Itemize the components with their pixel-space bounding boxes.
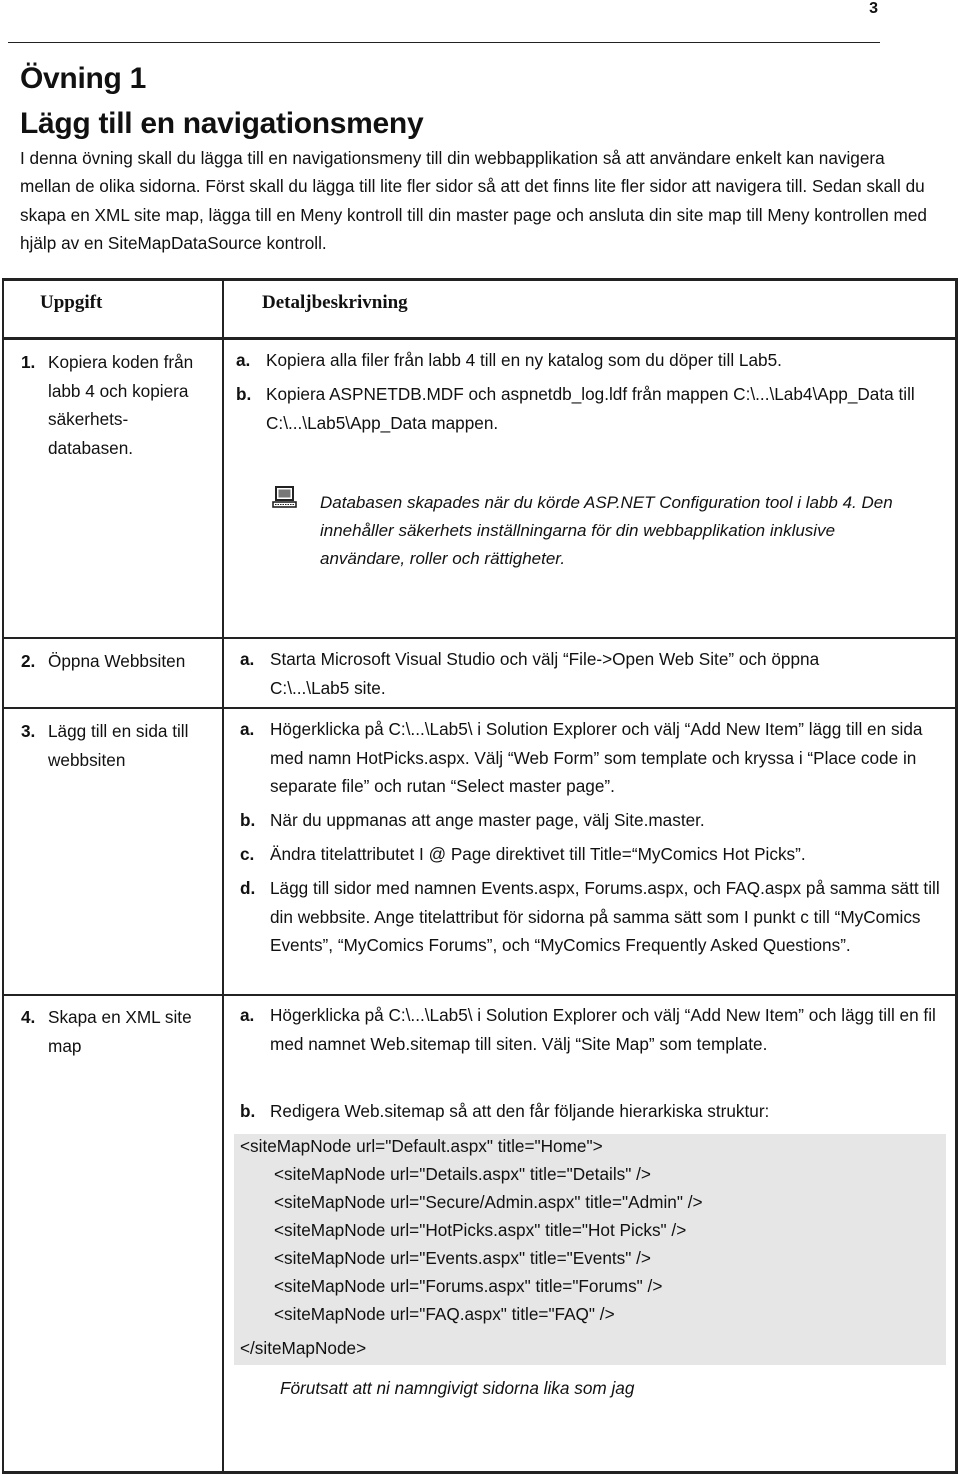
step-text: Starta Microsoft Visual Studio och välj “File->Open Web Site” och öppna C:\...\Lab5 site. [270,649,820,698]
step-letter: a. [236,350,251,370]
header-task: Uppgift [40,292,103,313]
step-text: Högerklicka på C:\...\Lab5\ i Solution Explorer och välj “Add New Item” lägg till en sida med namn HotPicks.aspx. Välj “Web Form” som template och kryssa i “Place code in separate file” och rutan “Select master page”. [270,719,923,796]
step-text: När du uppmanas att ange master page, välj Site.master. [270,810,705,830]
step-letter: b. [240,1101,256,1121]
task-label [48,1003,192,1060]
code-line: <siteMapNode url="Events.aspx" title="Events" /> [274,1248,651,1268]
task-number: 3. [21,721,36,741]
footnote: Förutsatt att ni namngivigt sidorna lika som jag [280,1378,635,1398]
code-block [234,1134,946,1365]
task-label-line: säkerhets- [48,409,129,429]
task-label-line: databasen. [48,437,134,458]
task-label-line: Lägg till en sida till [48,721,189,741]
code-line: <siteMapNode url="FAQ.aspx" title="FAQ" /> [274,1304,615,1324]
code-line: <siteMapNode url="Details.aspx" title="Details" /> [274,1164,651,1184]
row-divider [2,637,958,639]
step-text: Kopiera ASPNETDB.MDF och aspnetdb_log.ldf från mappen C:\...\Lab4\App_Data till C:\...\Lab5\App_Data mappen. [266,384,915,433]
step-text: Kopiera alla filer från labb 4 till en ny katalog som du döper till Lab5. [266,350,782,370]
step-text: Lägg till sidor med namnen Events.aspx, Forums.aspx, och FAQ.aspx på samma sätt till din webbsite. Ange titelattribut för sidorna på samma sätt som I punkt c till “MyComics Events”, “MyComics Forums”, och “MyComics Frequently Asked Questions”. [270,878,940,955]
exercise-subtitle: Lägg till en navigationsmeny [20,107,424,140]
code-line: <siteMapNode url="Default.aspx" title="Home"> [240,1136,603,1156]
task-label-line: Kopiera koden från [48,352,194,372]
task-label-line: labb 4 och kopiera [48,380,189,401]
column-divider [222,278,224,1474]
task-label-line: Öppna Webbsiten [48,651,186,671]
intro-paragraph: I denna övning skall du lägga till en navigationsmeny till din webbapplikation så att användare enkelt kan navigera mellan de olika sidorna. Först skall du lägga till lite fler sidor så att det finns lite fler sidor att navigera till. Sedan skall du skapa en XML site map, lägga till en Meny kontroll till din master page och ansluta din site map till Meny kontrollen med hjälp av en SiteMapDataSource kontroll. [20,148,927,253]
exercise-title: Övning 1 [20,62,146,95]
task-label-line: Skapa en XML site [48,1007,192,1027]
code-line: <siteMapNode url="HotPicks.aspx" title="Hot Picks" /> [274,1220,687,1240]
step-text: Högerklicka på C:\...\Lab5\ i Solution Explorer och välj “Add New Item” och lägg till en fil med namnet Web.sitemap till siten. Välj “Site Map” som template. [270,1005,936,1054]
code-line: </siteMapNode> [240,1338,367,1358]
header-detail: Detaljbeskrivning [262,292,408,313]
step-letter: b. [236,384,252,404]
header-row-divider [2,337,958,340]
page-number: 3 [869,0,878,17]
task-label [48,647,185,676]
row-divider [2,707,958,709]
step-letter: a. [240,649,255,669]
step-letter: a. [240,1005,255,1025]
computer-icon [272,486,298,508]
task-number: 2. [21,651,36,671]
step-text: Ändra titelattributet I @ Page direktivet till Title=“MyComics Hot Picks”. [270,844,806,864]
task-label-line: map [48,1035,82,1056]
step-text: Redigera Web.sitemap så att den får följande hierarkiska struktur: [270,1101,770,1121]
step-letter: a. [240,719,255,739]
task-number: 4. [21,1007,36,1027]
info-note: Databasen skapades när du körde ASP.NET Configuration tool i labb 4. Den innehåller säkerhets inställningarna för din webbapplikation inklusive användare, roller och rättigheter. [320,493,893,568]
task-label-line: webbsiten [48,749,126,770]
task-label [48,717,188,774]
header-divider [8,42,880,43]
row-divider [2,994,958,996]
code-line: <siteMapNode url="Forums.aspx" title="Forums" /> [274,1276,663,1296]
step-letter: b. [240,810,256,830]
task-label [48,348,193,462]
code-line: <siteMapNode url="Secure/Admin.aspx" title="Admin" /> [274,1192,703,1212]
step-letter: c. [240,844,255,864]
task-number: 1. [21,352,36,372]
step-letter: d. [240,878,256,898]
